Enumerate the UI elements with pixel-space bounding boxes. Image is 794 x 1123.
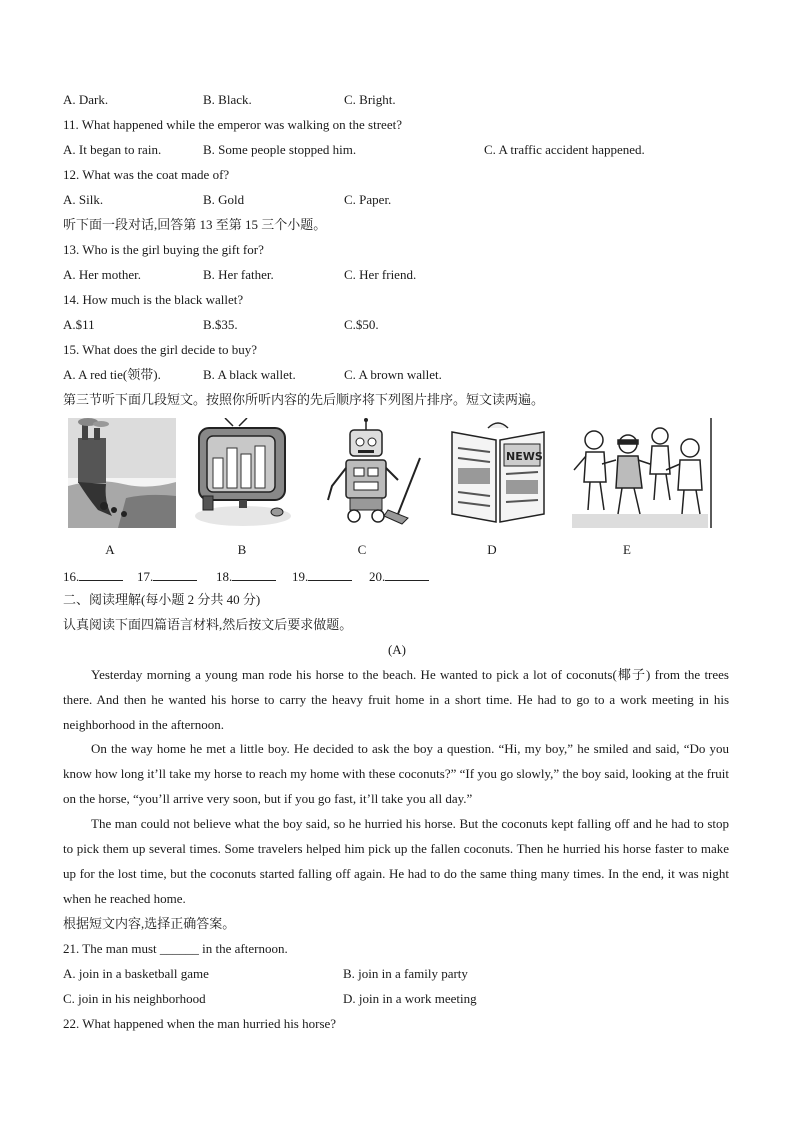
picture-c-robot xyxy=(322,418,424,528)
answer-instruction: 根据短文内容,选择正确答案。 xyxy=(63,916,236,931)
blank-18[interactable]: 18. xyxy=(216,567,276,585)
q21-option-b: B. join in a family party xyxy=(343,966,468,981)
passage-label: (A) xyxy=(387,642,407,657)
q21-options-row2 xyxy=(63,991,743,1007)
q21-option-c: C. join in his neighborhood xyxy=(63,991,206,1006)
q10-option-c: C. Bright. xyxy=(344,92,396,107)
q11-option-c: C. A traffic accident happened. xyxy=(484,142,645,157)
q13-question: 13. Who is the girl buying the gift for? xyxy=(63,242,264,257)
q13-option-c: C. Her friend. xyxy=(344,267,417,282)
picture-label-b: B xyxy=(237,542,247,557)
q15-option-a: A. A red tie(领带). xyxy=(63,367,161,382)
q13-option-a: A. Her mother. xyxy=(63,267,141,282)
picture-label-c: C xyxy=(357,542,367,557)
section3-intro: 第三节听下面几段短文。按照你所听内容的先后顺序将下列图片排序。短文读两遍。 xyxy=(63,392,545,407)
q12-question: 12. What was the coat made of? xyxy=(63,167,230,182)
blank-19[interactable]: 19. xyxy=(292,567,352,585)
reading-instruction: 认真阅读下面四篇语言材料,然后按文后要求做题。 xyxy=(63,617,353,632)
blank-20[interactable]: 20. xyxy=(369,567,429,585)
svg-text:NEWS: NEWS xyxy=(506,450,543,463)
q10-options xyxy=(63,92,743,108)
passage-paragraph-2: On the way home he met a little boy. He decided to ask the boy a question. “Hi, my boy,” he smiled and said, “Do you know how long it’ll take my horse to reach my home with these coconuts?” “If you go slowly,” the boy said, looking at the fruit on the horse, “you’ll arrive very soon, but if you go fast, it’ll take you all day.” xyxy=(63,741,729,806)
section-intro-13-15: 听下面一段对话,回答第 13 至第 15 三个小题。 xyxy=(63,217,327,232)
q12-options xyxy=(63,192,743,208)
picture-d-newspaper xyxy=(448,418,548,528)
q12-option-b: B. Gold xyxy=(203,192,245,207)
passage-paragraph-1: Yesterday morning a young man rode his horse to the beach. He wanted to pick a lot of coconuts(椰子) from the trees there. And then he wanted his horse to carry the heavy fruit home in a short time. He had to go to a work meeting in his neighborhood in the afternoon. xyxy=(63,667,729,732)
q14-options xyxy=(63,317,743,333)
q15-option-c: C. A brown wallet. xyxy=(344,367,442,382)
reading-section-title: 二、阅读理解(每小题 2 分共 40 分) xyxy=(63,592,261,607)
blank-16[interactable]: 16. xyxy=(63,567,123,585)
q12-option-c: C. Paper. xyxy=(344,192,392,207)
q14-option-a: A.$11 xyxy=(63,317,95,332)
picture-e-children-playing xyxy=(572,418,712,528)
picture-label-e: E xyxy=(623,542,631,557)
q14-option-b: B.$35. xyxy=(203,317,238,332)
q13-option-b: B. Her father. xyxy=(203,267,274,282)
q15-option-b: B. A black wallet. xyxy=(203,367,296,382)
q11-option-b: B. Some people stopped him. xyxy=(203,142,357,157)
q11-option-a: A. It began to rain. xyxy=(63,142,162,157)
q10-option-b: B. Black. xyxy=(203,92,252,107)
blank-17[interactable]: 17. xyxy=(137,567,197,585)
q14-question: 14. How much is the black wallet? xyxy=(63,292,244,307)
q11-question: 11. What happened while the emperor was walking on the street? xyxy=(63,117,402,132)
q21-options-row1 xyxy=(63,966,743,982)
ordering-answer-blanks xyxy=(63,567,483,583)
q12-option-a: A. Silk. xyxy=(63,192,104,207)
q15-options xyxy=(63,367,743,383)
q10-option-a: A. Dark. xyxy=(63,92,109,107)
picture-a-factory-pollution xyxy=(68,418,176,528)
q21-option-a: A. join in a basketball game xyxy=(63,966,209,981)
q14-option-c: C.$50. xyxy=(344,317,379,332)
q11-options xyxy=(63,142,743,158)
picture-label-d: D xyxy=(487,542,497,557)
passage-paragraph-3: The man could not believe what the boy said, so he hurried his horse. But the coconuts kept falling off and he had to stop to pick them up several times. Some travelers helped him pick up the fallen coconuts. Then he hurried his horse faster to make up for the lost time, but the coconuts started falling off again. He had to do the same thing many times. In the end, it was night when he reached home. xyxy=(63,816,729,906)
picture-label-a: A xyxy=(105,542,115,557)
q21-option-d: D. join in a work meeting xyxy=(343,991,477,1006)
q22-question: 22. What happened when the man hurried his horse? xyxy=(63,1016,337,1031)
q13-options xyxy=(63,267,743,283)
q21-question: 21. The man must ______ in the afternoon. xyxy=(63,941,288,956)
q15-question: 15. What does the girl decide to buy? xyxy=(63,342,257,357)
picture-b-television xyxy=(193,418,293,528)
